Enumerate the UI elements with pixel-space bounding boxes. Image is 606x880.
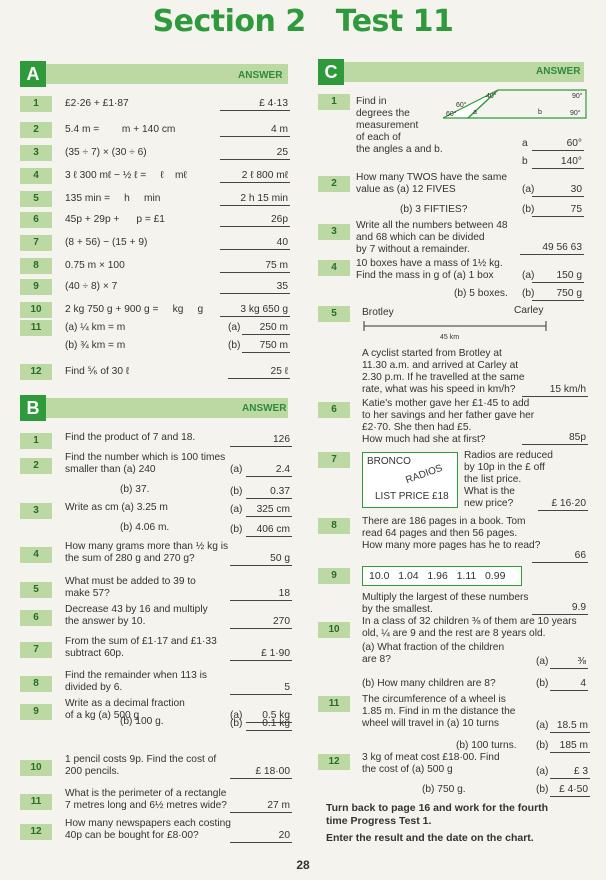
question-text: Find in degrees the measurement of each of the angles a and b. — [356, 96, 443, 155]
distance-line — [362, 320, 548, 332]
part-label: (b) — [230, 486, 243, 497]
angle-label: 90° — [572, 93, 583, 100]
question-number: 6 — [318, 402, 350, 418]
answer-text: 406 cm — [246, 524, 292, 537]
question-text: Multiply the largest of these numbers by the smallest. — [362, 592, 529, 615]
question-b-4 — [20, 541, 292, 575]
answer-text: 270 — [230, 616, 292, 629]
question-a-12 — [20, 364, 292, 398]
answer-text: ⅜ — [550, 656, 588, 669]
question-text: 1 pencil costs 9p. Find the cost of 200 pencils. — [65, 754, 217, 777]
question-text: (35 ÷ 7) × (30 ÷ 6) — [65, 147, 147, 158]
part-label: (a) — [536, 656, 549, 667]
section-title: Section 2 — [152, 4, 306, 39]
answer-text: 15 km/h — [522, 384, 588, 397]
answer-text: 9.9 — [532, 602, 588, 615]
answer-header-a: ANSWER — [238, 70, 283, 81]
angle-label: b — [538, 109, 542, 116]
question-text: Write as a decimal fraction of a kg (a) 500 g — [65, 698, 185, 721]
question-text: (a) ¼ km = m — [65, 322, 126, 333]
question-b-2 — [20, 452, 292, 486]
part-label: (b) — [536, 740, 549, 751]
list-price-label: LIST PRICE £18 — [375, 491, 449, 502]
question-text: 2 kg 750 g + 900 g = kg g — [65, 304, 204, 315]
question-b-12 — [20, 818, 292, 852]
answer-text: 2.4 — [246, 464, 292, 477]
answer-text: 20 — [230, 830, 292, 843]
question-number: 12 — [20, 364, 52, 380]
question-text: (b) 4.06 m. — [120, 522, 170, 533]
question-number: 5 — [318, 306, 350, 322]
section-c-letter: C — [318, 59, 344, 85]
angles-diagram — [438, 88, 588, 126]
answer-text: 750 m — [242, 340, 290, 353]
question-b-10 — [20, 754, 292, 788]
question-b-part — [20, 716, 292, 750]
question-text: (8 + 56) − (15 + 9) — [65, 237, 148, 248]
answer-text: 4 m — [220, 124, 290, 137]
answer-text: £ 3 — [550, 766, 590, 779]
question-text: 10 boxes have a mass of 1½ kg. Find the mass in g of (a) 1 box — [356, 258, 503, 281]
question-b-11 — [20, 788, 292, 822]
question-number: 12 — [20, 824, 52, 840]
question-number: 11 — [20, 794, 52, 810]
question-number: 9 — [20, 704, 52, 720]
question-c-10 — [318, 614, 590, 694]
answer-text: 5 — [230, 682, 292, 695]
question-text: (b) How many children are 8? — [362, 678, 496, 689]
question-number: 1 — [20, 433, 52, 449]
answer-text: 40 — [220, 237, 290, 250]
answer-text: 250 m — [242, 322, 290, 335]
answer-text: 35 — [220, 281, 290, 294]
question-text: (b) 100 turns. — [456, 740, 517, 751]
question-number: 2 — [318, 176, 350, 192]
question-number: 3 — [20, 145, 52, 161]
answer-text: 126 — [230, 434, 292, 447]
question-text: (b) 5 boxes. — [454, 288, 508, 299]
part-label: (a) — [522, 270, 535, 281]
answer-text: 750 g — [532, 288, 584, 301]
answer-text: 2 ℓ 800 mℓ — [220, 170, 290, 183]
question-number: 5 — [20, 191, 52, 207]
part-label: (a) — [522, 184, 535, 195]
answer-text: 185 m — [550, 740, 590, 753]
question-text: 3 kg of meat cost £18·00. Find the cost of (a) 500 g — [362, 752, 500, 775]
question-text: £2·26 + £1·87 — [65, 98, 129, 109]
question-number: 7 — [20, 235, 52, 251]
answer-header-c: ANSWER — [536, 66, 581, 77]
question-c-2 — [318, 172, 590, 216]
section-a-letter: A — [20, 61, 46, 87]
question-number: 10 — [20, 760, 52, 776]
part-label: (b) — [230, 718, 243, 729]
answer-text: 140° — [532, 156, 584, 169]
answer-text: 75 — [532, 204, 584, 217]
question-text: How many grams more than ½ kg is the sum of 280 g and 270 g? — [65, 541, 229, 564]
question-text: Find ⅚ of 30 ℓ — [65, 366, 130, 377]
question-text: What must be added to 39 to make 57? — [65, 576, 196, 599]
question-text: 5.4 m = m + 140 cm — [65, 124, 176, 135]
question-text: (a) What fraction of the children are 8? — [362, 642, 505, 665]
question-c-9 — [318, 568, 590, 620]
question-text: How many newspapers each costing 40p can be bought for £8·00? — [65, 818, 231, 841]
question-text: How many TWOS have the same value as (a) 12 FIVES — [356, 172, 507, 195]
price-tag — [362, 452, 458, 508]
question-number: 8 — [318, 518, 350, 534]
number-list-box — [362, 566, 522, 586]
answer-text: £ 4·50 — [550, 784, 590, 797]
answer-text: £ 16·20 — [538, 498, 588, 511]
test-title: Test 11 — [335, 4, 454, 39]
answer-text: 26p — [220, 214, 290, 227]
question-number: 4 — [318, 260, 350, 276]
question-number: 6 — [20, 610, 52, 626]
question-text: The circumference of a wheel is 1.85 m. Find in m the distance the wheel will travel in (a) 10 turns — [362, 694, 516, 729]
question-text: From the sum of £1·17 and £1·33 subtract 60p. — [65, 636, 217, 659]
question-text: (b) 100 g. — [120, 716, 164, 727]
question-text: Find the product of 7 and 18. — [65, 432, 196, 443]
answer-text: 25 ℓ — [228, 366, 290, 379]
question-text: 0.75 m × 100 — [65, 260, 125, 271]
question-b-7 — [20, 636, 292, 670]
question-c-1 — [318, 94, 590, 174]
question-number: 1 — [318, 94, 350, 110]
question-number: 2 — [20, 122, 52, 138]
question-number: 9 — [318, 568, 350, 584]
question-b-6 — [20, 604, 292, 638]
question-text: Write all the numbers between 48 and 68 which can be divided by 7 without a remainder. — [356, 220, 508, 255]
answer-text: £ 1·90 — [230, 648, 292, 661]
angle-label: 60° — [446, 111, 457, 118]
question-text: In a class of 32 children ⅜ of them are 10 years old, ¼ are 9 and the rest are 8 years old. — [362, 616, 577, 639]
answer-header-b: ANSWER — [242, 403, 287, 414]
answer-text: 30 — [532, 184, 584, 197]
answer-text: 49 56 63 — [520, 242, 584, 255]
question-text: Radios are reduced by 10p in the £ off the list price. What is the new price? — [464, 450, 553, 509]
part-label: (b) — [228, 340, 241, 351]
question-c-5 — [318, 306, 590, 398]
part-label: (a) — [536, 766, 549, 777]
question-text: (b) 3 FIFTIES? — [400, 204, 468, 215]
answer-text: 75 m — [220, 260, 290, 273]
answer-text: 50 g — [230, 553, 292, 566]
part-label: a — [522, 138, 528, 149]
footer-instruction: Turn back to page 16 and work for the fourth time Progress Test 1. — [326, 802, 549, 827]
question-number: 7 — [318, 452, 350, 468]
question-a-11 — [20, 320, 292, 354]
page-number: 28 — [296, 858, 310, 872]
question-number: 2 — [20, 458, 52, 474]
question-number: 11 — [318, 696, 350, 712]
question-number: 10 — [20, 302, 52, 318]
question-c-4 — [318, 258, 590, 299]
part-label: (b) — [522, 288, 535, 299]
question-number: 10 — [318, 622, 350, 638]
answer-text: £ 4·13 — [220, 98, 290, 111]
answer-text: 4 — [550, 678, 588, 691]
question-text: 3 ℓ 300 mℓ − ½ ℓ = ℓ mℓ — [65, 170, 187, 181]
question-text: (40 ÷ 8) × 7 — [65, 281, 118, 292]
part-label: (a) — [230, 464, 243, 475]
part-label: (b) — [230, 524, 243, 535]
part-label: (a) — [536, 720, 549, 731]
question-c-11 — [318, 696, 590, 752]
question-text: Katie's mother gave her £1·45 to add to her savings and her father gave her £2·70. She then had £5. How much had she at first? — [362, 398, 535, 445]
question-text: 135 min = h min — [65, 193, 161, 204]
answer-text: £ 18·00 — [230, 766, 292, 779]
question-text: Decrease 43 by 16 and multiply the answer by 10. — [65, 604, 208, 627]
answer-text: 85p — [522, 432, 588, 445]
section-b-letter: B — [20, 395, 46, 421]
question-c-12 — [318, 754, 590, 800]
question-number: 3 — [20, 503, 52, 519]
page-title — [0, 4, 606, 40]
angle-label: 40° — [486, 93, 497, 100]
question-number: 5 — [20, 582, 52, 598]
number-list: 10.0 1.04 1.96 1.11 0.99 — [369, 570, 506, 582]
question-text: Write as cm (a) 3.25 m — [65, 502, 168, 513]
part-label: (b) — [536, 678, 549, 689]
question-number: 6 — [20, 212, 52, 228]
question-number: 11 — [20, 320, 52, 336]
part-label: (b) — [536, 784, 549, 795]
product-label: RADIOS — [404, 462, 445, 487]
town-label: Brotley — [362, 307, 394, 318]
answer-text: 25 — [220, 147, 290, 160]
part-label: (a) — [228, 322, 241, 333]
question-text: (b) 750 g. — [422, 784, 466, 795]
question-number: 8 — [20, 258, 52, 274]
question-number: 8 — [20, 676, 52, 692]
angle-label: 90° — [570, 110, 581, 117]
answer-text: 60° — [532, 138, 584, 151]
question-text: A cyclist started from Brotley at 11.30 a.m. and arrived at Carley at 2.30 p.m. If he travelled at the same rate, what was his speed in km/h? — [362, 348, 525, 395]
answer-text: 18.5 m — [550, 720, 590, 733]
town-label: Carley — [514, 305, 544, 316]
distance-label: 45 km — [440, 334, 460, 341]
part-label: (b) — [522, 204, 535, 215]
question-number: 9 — [20, 279, 52, 295]
answer-text: 150 g — [532, 270, 584, 283]
part-label: (a) — [230, 710, 243, 721]
footer-instruction: Enter the result and the date on the chart. — [326, 832, 534, 844]
answer-text: 325 cm — [246, 504, 292, 517]
part-label: (a) — [230, 504, 243, 515]
question-number: 1 — [20, 96, 52, 112]
answer-text: 18 — [230, 588, 292, 601]
question-c-3 — [318, 220, 590, 258]
question-c-7 — [318, 452, 590, 512]
answer-text: 3 kg 650 g — [220, 304, 290, 317]
angle-label: a — [473, 109, 477, 116]
question-number: 12 — [318, 754, 350, 770]
answer-text: 2 h 15 min — [220, 193, 290, 206]
angle-label: 60° — [456, 102, 467, 109]
answer-text: 0.37 — [246, 486, 292, 499]
answer-text: 0.5 kg — [246, 710, 292, 723]
question-text: Find the number which is 100 times smaller than (a) 240 — [65, 452, 226, 475]
question-text: (b) ¾ km = m — [65, 340, 126, 351]
question-number: 7 — [20, 642, 52, 658]
question-text: There are 186 pages in a book. Tom read 64 pages and then 56 pages. How many more pages has he to read? — [362, 516, 541, 551]
answer-text: 27 m — [230, 800, 292, 813]
question-text: (b) 37. — [120, 484, 150, 495]
question-c-8 — [318, 518, 590, 564]
answer-text: 0.1 kg — [246, 718, 292, 731]
part-label: b — [522, 156, 528, 167]
brand-label: BRONCO — [367, 456, 411, 467]
question-c-6 — [318, 398, 590, 448]
question-text: Find the remainder when 113 is divided by 6. — [65, 670, 207, 693]
question-text: 45p + 29p + p = £1 — [65, 214, 165, 225]
question-text: What is the perimeter of a rectangle 7 metres long and 6½ metres wide? — [65, 788, 227, 811]
question-number: 3 — [318, 224, 350, 240]
question-number: 4 — [20, 168, 52, 184]
question-number: 4 — [20, 547, 52, 563]
answer-text: 66 — [532, 550, 588, 563]
